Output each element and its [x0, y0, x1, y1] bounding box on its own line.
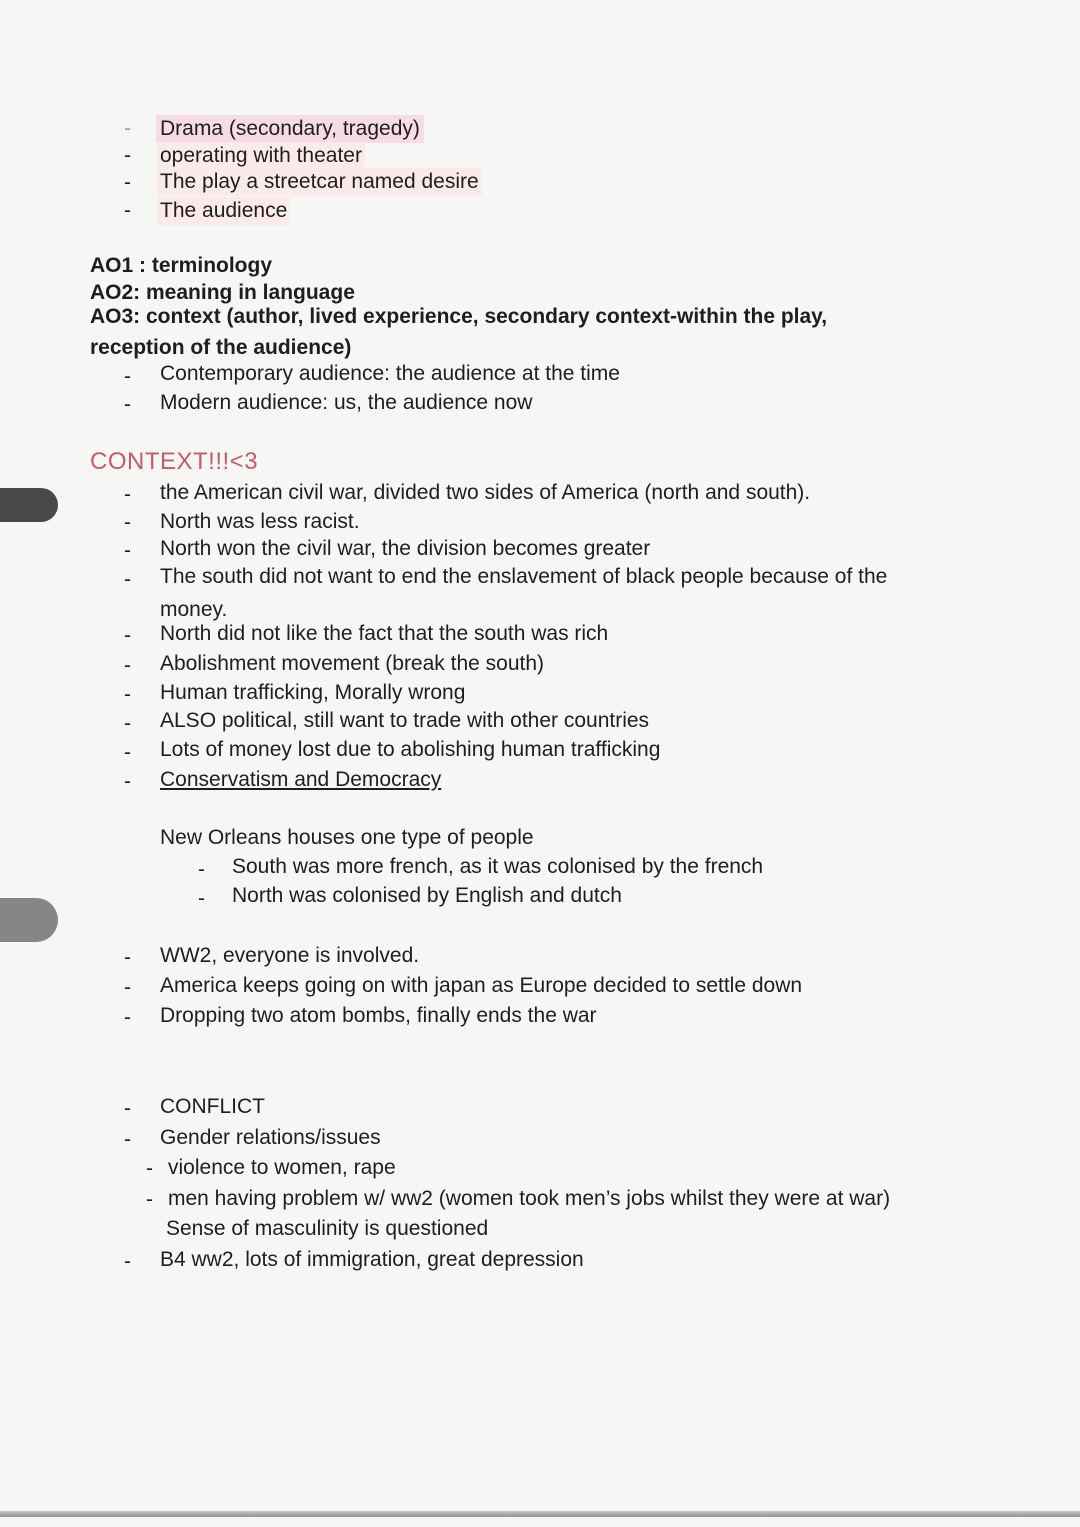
list-item: Gender relations/issues — [160, 1126, 381, 1149]
bullet-dash: - — [198, 858, 205, 881]
ao3-text-continued: reception of the audience) — [90, 336, 352, 359]
list-item: Human trafficking, Morally wrong — [160, 681, 466, 704]
list-item-underlined: Conservatism and Democracy — [160, 768, 442, 791]
bullet-dash: - — [124, 741, 131, 764]
bullet-dash: - — [146, 1157, 153, 1180]
list-item: Modern audience: us, the audience now — [160, 391, 533, 414]
bullet-dash: - — [124, 946, 131, 969]
list-item: North did not like the fact that the south was rich — [160, 622, 609, 645]
list-item: The play a streetcar named desire — [157, 168, 482, 196]
list-item: ALSO political, still want to trade with other countries — [160, 709, 650, 732]
list-item: Lots of money lost due to abolishing human trafficking — [160, 738, 661, 761]
list-item: Abolishment movement (break the south) — [160, 652, 545, 675]
bullet-dash: - — [124, 568, 131, 591]
bullet-dash: - — [124, 171, 131, 194]
paragraph: New Orleans houses one type of people — [160, 826, 534, 849]
bullet-dash: - — [124, 539, 131, 562]
bullet-dash: - — [124, 393, 131, 416]
bullet-dash: - — [124, 976, 131, 999]
list-item-continued: money. — [160, 598, 228, 621]
sub-list-item-continued: Sense of masculinity is questioned — [166, 1217, 489, 1240]
bullet-dash: - — [124, 511, 131, 534]
list-item: Dropping two atom bombs, finally ends the war — [160, 1004, 597, 1027]
bullet-dash: - — [124, 1006, 131, 1029]
bullet-dash: - — [124, 654, 131, 677]
list-item: CONFLICT — [160, 1095, 265, 1118]
bullet-dash: - — [124, 365, 131, 388]
bullet-dash: - — [124, 712, 131, 735]
bullet-dash: - — [124, 144, 131, 167]
bullet-dash: - — [124, 624, 131, 647]
list-item: South was more french, as it was colonised by the french — [232, 855, 764, 878]
bullet-dash: - — [124, 1250, 131, 1273]
list-item: The audience — [157, 197, 290, 225]
ao2-text: AO2: meaning in language — [90, 281, 355, 304]
list-item: the American civil war, divided two sides of America (north and south). — [160, 481, 811, 504]
list-item: Drama (secondary, tragedy) — [156, 115, 424, 143]
list-item: America keeps going on with japan as Europe decided to settle down — [160, 974, 803, 997]
list-item: North won the civil war, the division becomes greater — [160, 537, 651, 560]
sub-list-item: violence to women, rape — [168, 1156, 396, 1179]
list-item: B4 ww2, lots of immigration, great depression — [160, 1248, 584, 1271]
bullet-dash: - — [124, 117, 131, 140]
list-item: North was less racist. — [160, 510, 360, 533]
sub-list-item: men having problem w/ ww2 (women took men’s jobs whilst they were at war) — [168, 1187, 891, 1210]
bullet-dash: - — [124, 483, 131, 506]
bullet-dash: - — [124, 770, 131, 793]
bullet-dash: - — [124, 1097, 131, 1120]
ao1-text: AO1 : terminology — [90, 254, 273, 277]
page-bottom-edge — [0, 1511, 1080, 1517]
ao3-text: AO3: context (author, lived experience, secondary context-within the play, — [90, 305, 828, 328]
bullet-dash: - — [124, 199, 131, 222]
list-item: Contemporary audience: the audience at the time — [160, 362, 620, 385]
punch-hole-mark — [0, 898, 58, 942]
section-heading: CONTEXT!!!<3 — [90, 448, 259, 475]
bullet-dash: - — [198, 887, 205, 910]
punch-hole-mark — [0, 488, 58, 522]
bullet-dash: - — [124, 1128, 131, 1151]
list-item: operating with theater — [157, 142, 365, 170]
list-item: The south did not want to end the enslavement of black people because of the — [160, 565, 888, 588]
bullet-dash: - — [146, 1188, 153, 1211]
list-item: North was colonised by English and dutch — [232, 884, 622, 907]
list-item: WW2, everyone is involved. — [160, 944, 420, 967]
bullet-dash: - — [124, 683, 131, 706]
